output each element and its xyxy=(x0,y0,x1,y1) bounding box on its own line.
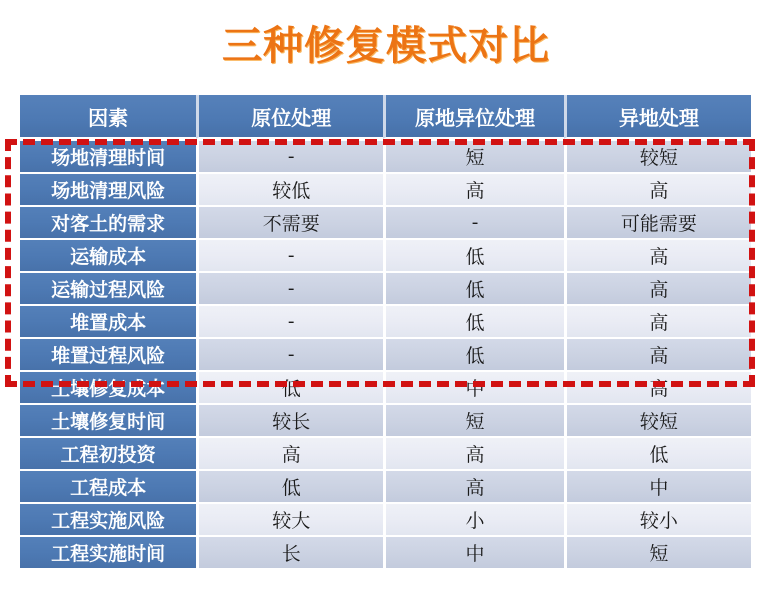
table-row xyxy=(20,139,751,172)
cell-onsite-ex-situ: 高 xyxy=(383,436,564,469)
table-row xyxy=(20,370,751,403)
cell-off-site: 高 xyxy=(564,337,751,370)
table-row xyxy=(20,172,751,205)
cell-onsite-ex-situ: 低 xyxy=(383,304,564,337)
cell-in-situ: 长 xyxy=(196,535,383,568)
col-header-in-situ: 原位处理 xyxy=(196,95,383,139)
cell-onsite-ex-situ: 高 xyxy=(383,172,564,205)
table-row xyxy=(20,238,751,271)
col-header-onsite-ex-situ: 原地异位处理 xyxy=(383,95,564,139)
row-label: 场地清理风险 xyxy=(20,172,196,205)
table-row xyxy=(20,205,751,238)
row-label: 工程成本 xyxy=(20,469,196,502)
cell-off-site: 高 xyxy=(564,370,751,403)
cell-off-site: 短 xyxy=(564,535,751,568)
cell-in-situ: - xyxy=(196,271,383,304)
cell-onsite-ex-situ: 低 xyxy=(383,337,564,370)
cell-off-site: 较短 xyxy=(564,139,751,172)
table-row xyxy=(20,436,751,469)
table-row xyxy=(20,271,751,304)
row-label: 土壤修复成本 xyxy=(20,370,196,403)
cell-off-site: 较短 xyxy=(564,403,751,436)
cell-onsite-ex-situ: 低 xyxy=(383,271,564,304)
header-row xyxy=(20,95,751,139)
cell-onsite-ex-situ: 中 xyxy=(383,370,564,403)
row-label: 堆置成本 xyxy=(20,304,196,337)
cell-in-situ: 不需要 xyxy=(196,205,383,238)
row-label: 对客土的需求 xyxy=(20,205,196,238)
table-row xyxy=(20,304,751,337)
table-row xyxy=(20,337,751,370)
col-header-off-site: 异地处理 xyxy=(564,95,751,139)
page-title: 三种修复模式对比 xyxy=(222,23,550,68)
cell-off-site: 高 xyxy=(564,238,751,271)
cell-in-situ: 低 xyxy=(196,370,383,403)
table-row xyxy=(20,403,751,436)
cell-in-situ: 低 xyxy=(196,469,383,502)
cell-off-site: 高 xyxy=(564,172,751,205)
cell-onsite-ex-situ: 小 xyxy=(383,502,564,535)
row-label: 工程实施风险 xyxy=(20,502,196,535)
row-label: 工程初投资 xyxy=(20,436,196,469)
cell-onsite-ex-situ: 中 xyxy=(383,535,564,568)
row-label: 运输过程风险 xyxy=(20,271,196,304)
cell-onsite-ex-situ: 高 xyxy=(383,469,564,502)
cell-onsite-ex-situ: 短 xyxy=(383,139,564,172)
cell-in-situ: - xyxy=(196,304,383,337)
cell-off-site: 可能需要 xyxy=(564,205,751,238)
cell-off-site: 高 xyxy=(564,304,751,337)
row-label: 堆置过程风险 xyxy=(20,337,196,370)
col-header-factor: 因素 xyxy=(20,95,196,139)
cell-in-situ: 较长 xyxy=(196,403,383,436)
row-label: 土壤修复时间 xyxy=(20,403,196,436)
table-body xyxy=(20,139,751,568)
cell-in-situ: 高 xyxy=(196,436,383,469)
cell-in-situ: - xyxy=(196,238,383,271)
cell-in-situ: - xyxy=(196,337,383,370)
cell-in-situ: 较低 xyxy=(196,172,383,205)
row-label: 场地清理时间 xyxy=(20,139,196,172)
cell-onsite-ex-situ: 短 xyxy=(383,403,564,436)
cell-in-situ: - xyxy=(196,139,383,172)
cell-in-situ: 较大 xyxy=(196,502,383,535)
cell-off-site: 低 xyxy=(564,436,751,469)
cell-off-site: 较小 xyxy=(564,502,751,535)
row-label: 工程实施时间 xyxy=(20,535,196,568)
cell-off-site: 高 xyxy=(564,271,751,304)
comparison-table xyxy=(20,95,751,568)
remediation-modes-table xyxy=(20,95,751,568)
row-label: 运输成本 xyxy=(20,238,196,271)
cell-off-site: 中 xyxy=(564,469,751,502)
cell-onsite-ex-situ: - xyxy=(383,205,564,238)
table-row xyxy=(20,535,751,568)
cell-onsite-ex-situ: 低 xyxy=(383,238,564,271)
table-row xyxy=(20,469,751,502)
table-row xyxy=(20,502,751,535)
